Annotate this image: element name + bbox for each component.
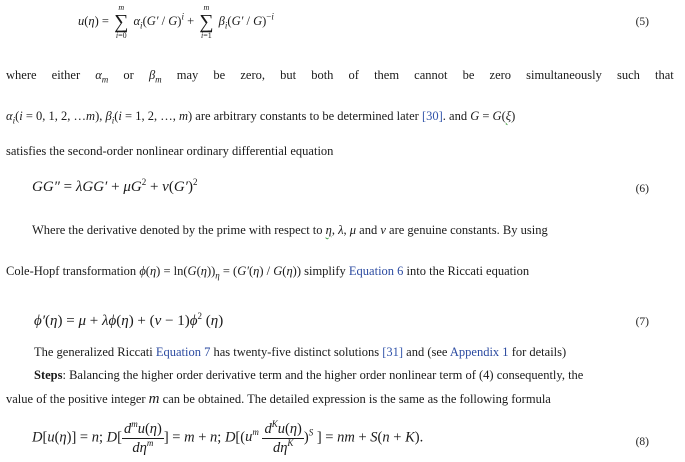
paragraph-line-4: Where the derivative denoted by the prime with respect to η, λ, μ and ν are genuine constants. By using <box>32 223 548 237</box>
paragraph-line-2: $\alpha_i(i = 0$, 1, 2, …m), $\beta_i(i = 1$, 2, …, m) are arbitrary constants to be determined later [30]. and G = G(ξ) <box>6 109 516 126</box>
equation-6-number: (6) <box>635 183 649 195</box>
equation-8: D[u(η)] = n; D[ $\frac{d^mu(\eta)}{d\eta^m}$ ] = m + n; $D[(u^m$ $\frac{d^Ku(\eta)}{d\eta^K}$ )$^S$ ] = nm + S(n + K). <box>32 419 424 457</box>
citation-30[interactable]: [30] <box>421 109 443 123</box>
appendix-1-link[interactable]: Appendix 1 <box>449 345 509 359</box>
paragraph-line-1: where either $\alpha_m$ or $\beta_m$ may be zero, but both of them cannot be zero simultaneously such that <box>6 68 674 85</box>
paragraph-line-6: The generalized Riccati Equation 7 has twenty-five distinct solutions [31] and (see Appendix 1 for details) <box>34 345 567 359</box>
equation-5: u(η) = m ∑ i=0 $\alpha_i(G' / G)^i$ + m ∑ i=1 $\beta_i(G' / G)^{-i}$ <box>78 3 274 40</box>
paragraph-line-8: value of the positive integer m can be obtained. The detailed expression is the same as the following formula <box>6 391 551 407</box>
paragraph-line-7: Steps: Balancing the higher order derivative term and the higher order nonlinear term of (4) consequently, the <box>34 368 584 382</box>
equation-5-number: (5) <box>635 16 649 28</box>
equation-6: $GG'' = \lambda GG' + \mu G^2 + \nu(G')^2$ <box>32 177 198 195</box>
paragraph-line-3: satisfies the second-order nonlinear ordinary differential equation <box>6 144 334 158</box>
equation-7-number: (7) <box>635 316 649 328</box>
citation-31[interactable]: [31] <box>382 345 404 359</box>
equation-8-number: (8) <box>635 436 649 448</box>
paragraph-line-5: Cole-Hopf transformation $\phi(\eta) = \ln(G(\eta))_\eta = (G'(\eta) / G(\eta))$ simplify Equation 6 into the Riccati equation <box>6 264 530 281</box>
equation-7-link[interactable]: Equation 7 <box>155 345 211 359</box>
equation-7: $\phi'(\eta) = \mu + \lambda\phi(\eta) + (\nu - 1)\phi^2$ (η) <box>34 311 224 329</box>
equation-6-link[interactable]: Equation 6 <box>348 264 404 278</box>
